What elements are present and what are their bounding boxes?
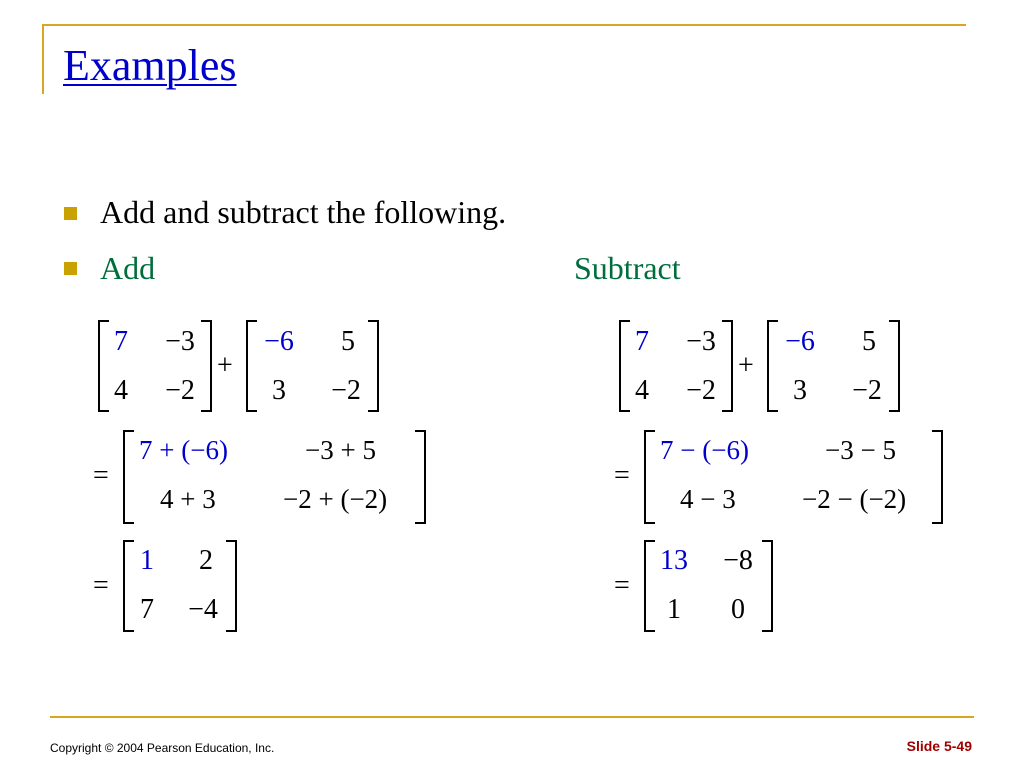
bracket-right bbox=[415, 430, 426, 524]
bullet-marker bbox=[64, 262, 77, 275]
bracket-right bbox=[226, 540, 237, 632]
bracket-right bbox=[201, 320, 212, 412]
add-step-12: −3 + 5 bbox=[305, 435, 376, 465]
add-step-11: 7 + (−6) bbox=[139, 435, 228, 465]
add-result-22: −4 bbox=[188, 594, 218, 625]
add-result-21: 7 bbox=[140, 594, 154, 625]
add-b-21: 3 bbox=[272, 375, 286, 406]
sub-result-21: 1 bbox=[667, 594, 681, 625]
add-a-12: −3 bbox=[165, 326, 195, 357]
bracket-right bbox=[722, 320, 733, 412]
add-b-11: −6 bbox=[264, 326, 294, 357]
sub-a-11: 7 bbox=[635, 326, 649, 357]
sub-step-21: 4 − 3 bbox=[680, 484, 736, 514]
sub-a-22: −2 bbox=[686, 375, 716, 406]
sub-step-22: −2 − (−2) bbox=[802, 484, 907, 514]
bullet-marker bbox=[64, 207, 77, 220]
bracket-right bbox=[762, 540, 773, 632]
add-equals-sign: = bbox=[93, 460, 109, 491]
bracket-left bbox=[123, 430, 134, 524]
add-b-12: 5 bbox=[341, 326, 355, 357]
add-a-11: 7 bbox=[114, 326, 128, 357]
sub-step-11: 7 − (−6) bbox=[660, 435, 749, 465]
subtract-heading: Subtract bbox=[574, 250, 681, 286]
sub-b-11: −6 bbox=[785, 326, 815, 357]
sub-result-22: 0 bbox=[731, 594, 745, 625]
sub-a-21: 4 bbox=[635, 375, 649, 406]
add-step-21: 4 + 3 bbox=[160, 484, 216, 514]
sub-b-22: −2 bbox=[852, 375, 882, 406]
sub-equals-sign: = bbox=[614, 460, 630, 491]
slide-number: Slide 5-49 bbox=[906, 738, 972, 754]
sub-a-12: −3 bbox=[686, 326, 716, 357]
bracket-left bbox=[644, 430, 655, 524]
sub-plus-sign: + bbox=[738, 350, 754, 381]
add-result-12: 2 bbox=[199, 545, 213, 576]
sub-result-12: −8 bbox=[723, 545, 753, 576]
slide-title: Examples bbox=[63, 41, 237, 90]
left-rule bbox=[42, 24, 44, 94]
sub-equals-sign: = bbox=[614, 570, 630, 601]
add-a-22: −2 bbox=[165, 375, 195, 406]
add-a-21: 4 bbox=[114, 375, 128, 406]
sub-result-11: 13 bbox=[660, 545, 688, 576]
bracket-right bbox=[932, 430, 943, 524]
copyright-text: Copyright © 2004 Pearson Education, Inc. bbox=[50, 741, 275, 755]
sub-b-12: 5 bbox=[862, 326, 876, 357]
top-rule bbox=[42, 24, 966, 26]
bullet-instruction: Add and subtract the following. bbox=[100, 194, 507, 230]
add-step-22: −2 + (−2) bbox=[283, 484, 388, 514]
sub-b-21: 3 bbox=[793, 375, 807, 406]
add-result-11: 1 bbox=[140, 545, 154, 576]
add-plus-sign: + bbox=[217, 350, 233, 381]
sub-step-12: −3 − 5 bbox=[825, 435, 896, 465]
footer-rule bbox=[50, 716, 974, 718]
add-b-22: −2 bbox=[331, 375, 361, 406]
add-heading: Add bbox=[100, 250, 156, 286]
add-equals-sign: = bbox=[93, 570, 109, 601]
